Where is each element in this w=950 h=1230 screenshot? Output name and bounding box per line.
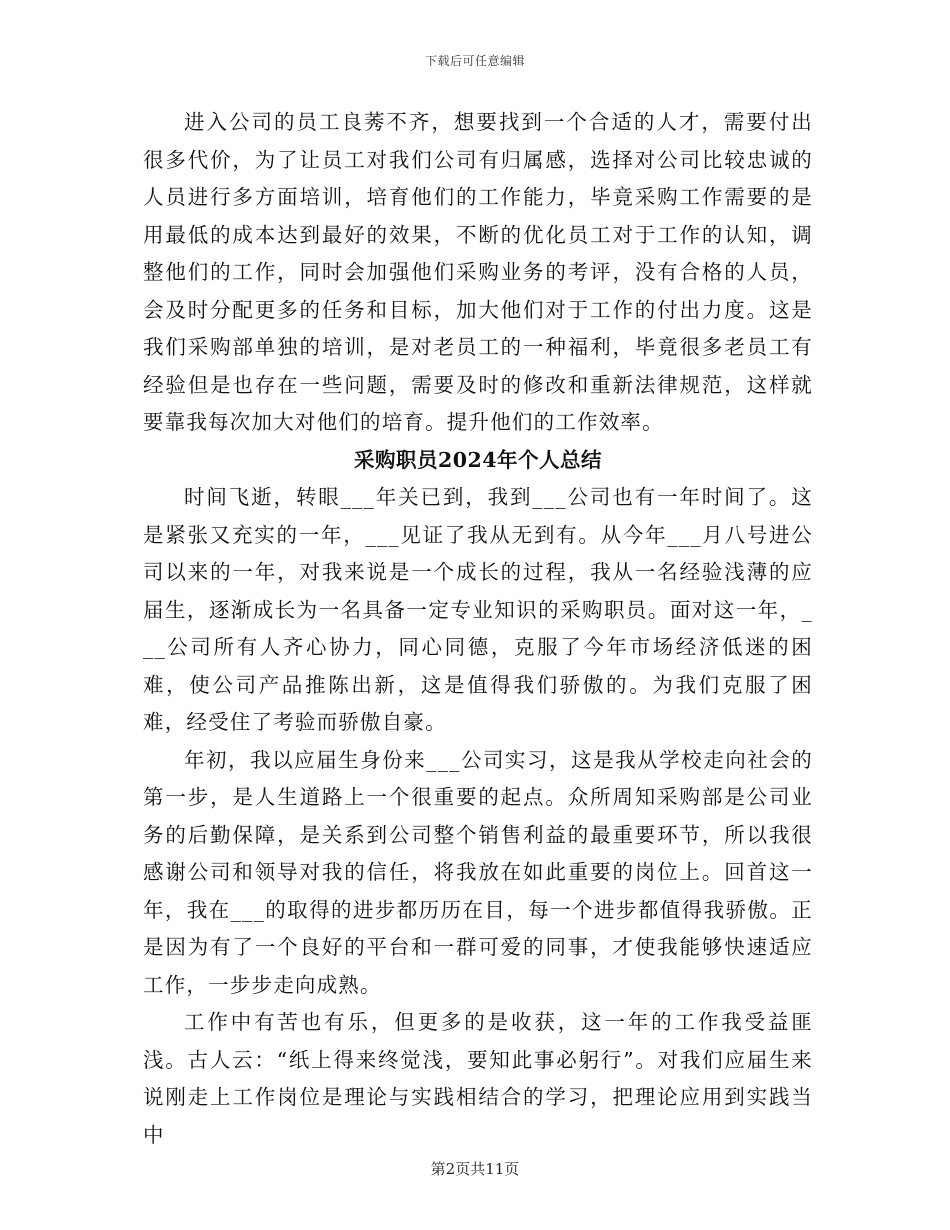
document-body: [143, 104, 813, 1154]
page-header-note: 下载后可任意编辑: [424, 54, 525, 68]
section-title: 采购职员2024年个人总结: [353, 447, 603, 472]
body-paragraph: 年初，我以应届生身份来___公司实习，这是我从学校走向社会的第一步，是人生道路上一个很重要的起点。众所周知采购部是公司业务的后勤保障，是关系到公司整个销售利益的最重要环节，所以我很感谢公司和领导对我的信任，将我放在如此重要的岗位上。回首这一年，我在___的取得的进步都历历在目，每一个进步都值得我骄傲。正是因为有了一个良好的平台和一群可爱的同事，才使我能够快速适应工作，一步步走向成熟。: [143, 747, 813, 997]
body-paragraph: 工作中有苦也有乐，但更多的是收获，这一年的工作我受益匪浅。古人云：“纸上得来终觉浅，要知此事必躬行”。对我们应届生来说刚走上工作岗位是理论与实践相结合的学习，把理论应用到实践当中: [143, 1010, 813, 1147]
page-number-footer: 第2页共11页: [430, 1160, 520, 1178]
body-paragraph: 进入公司的员工良莠不齐，想要找到一个合适的人才，需要付出很多代价，为了让员工对我们公司有归属感，选择对公司比较忠诚的人员进行多方面培训，培育他们的工作能力，毕竟采购工作需要的是用最低的成本达到最好的效果，不断的优化员工对于工作的认知，调整他们的工作，同时会加强他们采购业务的考评，没有合格的人员，会及时分配更多的任务和目标，加大他们对于工作的付出力度。这是我们采购部单独的培训，是对老员工的一种福利，毕竟很多老员工有经验但是也存在一些问题，需要及时的修改和重新法律规范，这样就要靠我每次加大对他们的培育。提升他们的工作效率。: [143, 110, 813, 434]
body-paragraph: 时间飞逝，转眼___年关已到，我到___公司也有一年时间了。这是紧张又充实的一年，___见证了我从无到有。从今年___月八号进公司以来的一年，对我来说是一个成长的过程，我从一名经验浅薄的应届生，逐渐成长为一名具备一定专业知识的采购职员。面对这一年，___公司所有人齐心协力，同心同德，克服了今年市场经济低迷的困难，使公司产品推陈出新，这是值得我们骄傲的。为我们克服了困难，经受住了考验而骄傲自豪。: [143, 485, 813, 734]
